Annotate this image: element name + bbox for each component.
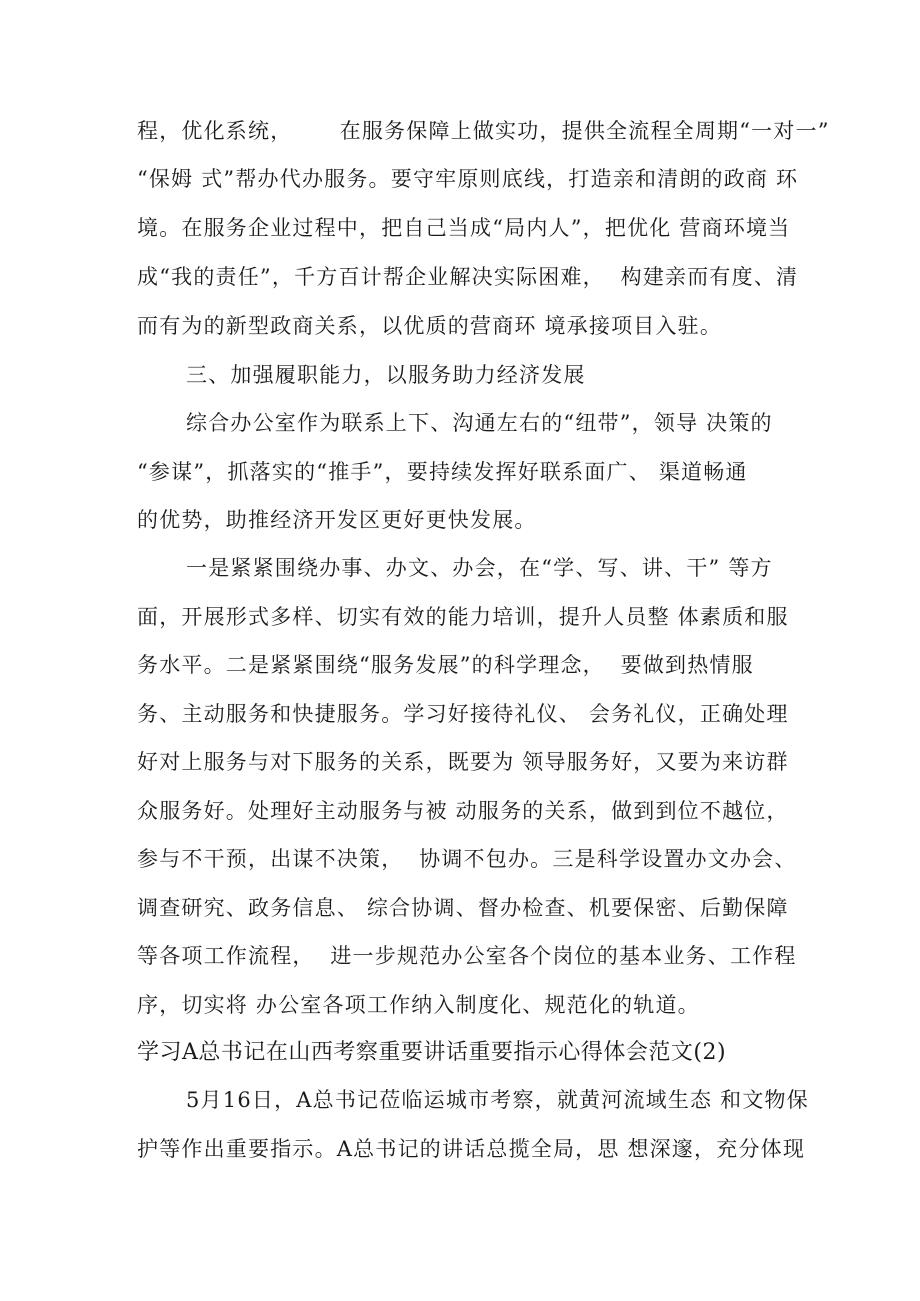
- text-line: 的优势，助推经济开发区更好更快发展。: [137, 508, 537, 532]
- text-line: 5月16日，A总书记莅临运城市考察，就黄河流域生态 和文物保: [186, 1088, 809, 1112]
- text-line: “保姆 式”帮办代办服务。要守牢原则底线，打造亲和清朗的政商 环: [137, 167, 799, 191]
- section-heading: 三、加强履职能力，以服务助力经济发展: [186, 363, 586, 387]
- text-line: 综合办公室作为联系上下、沟通左右的“纽带”，领导 决策的: [186, 411, 773, 435]
- text-line: 一是紧紧围绕办事、办文、办会，在“学、写、讲、干” 等方: [186, 556, 773, 580]
- text-line: 成“我的责任”，千方百计帮企业解决实际困难， 构建亲而有度、清: [137, 265, 799, 289]
- text-line: 序，切实将 办公室各项工作纳入制度化、规范化的轨道。: [137, 993, 700, 1017]
- text-line: 境。在服务企业过程中，把自己当成“局内人”，把优化 营商环境当: [137, 216, 791, 240]
- text-line: 程，优化系统， 在服务保障上做实功，提供全流程全周期“一对一”: [137, 119, 830, 143]
- text-line: 好对上服务与对下服务的关系，既要为 领导服务好，又要为来访群: [137, 750, 789, 774]
- text-line: 众服务好。处理好主动服务与被 动服务的关系，做到到位不越位，: [137, 799, 789, 823]
- text-line: 等各项工作流程， 进一步规范办公室各个岗位的基本业务、工作程: [137, 944, 797, 968]
- text-line: “参谋”，抓落实的“推手”，要持续发挥好联系面广、 渠道畅通: [137, 460, 748, 484]
- article-title: 学习A总书记在山西考察重要讲话重要指示心得体会范文(2): [137, 1040, 727, 1065]
- text-line: 而有为的新型政商关系，以优质的营商环 境承接项目入驻。: [137, 314, 723, 338]
- text-line: 务、主动服务和快捷服务。学习好接待礼仪、 会务礼仪，正确处理: [137, 702, 789, 726]
- text-line: 面，开展形式多样、切实有效的能力培训，提升人员整 体素质和服: [137, 605, 789, 629]
- text-line: 调查研究、政务信息、 综合协调、督办检查、机要保密、后勤保障: [137, 896, 789, 920]
- text-line: 务水平。二是紧紧围绕“服务发展”的科学理念， 要做到热情服: [137, 653, 754, 677]
- text-line: 护等作出重要指示。A总书记的讲话总揽全局，思 想深邃，充分体现: [137, 1137, 806, 1161]
- text-line: 参与不干预，出谋不决策， 协调不包办。三是科学设置办文办会、: [137, 847, 797, 871]
